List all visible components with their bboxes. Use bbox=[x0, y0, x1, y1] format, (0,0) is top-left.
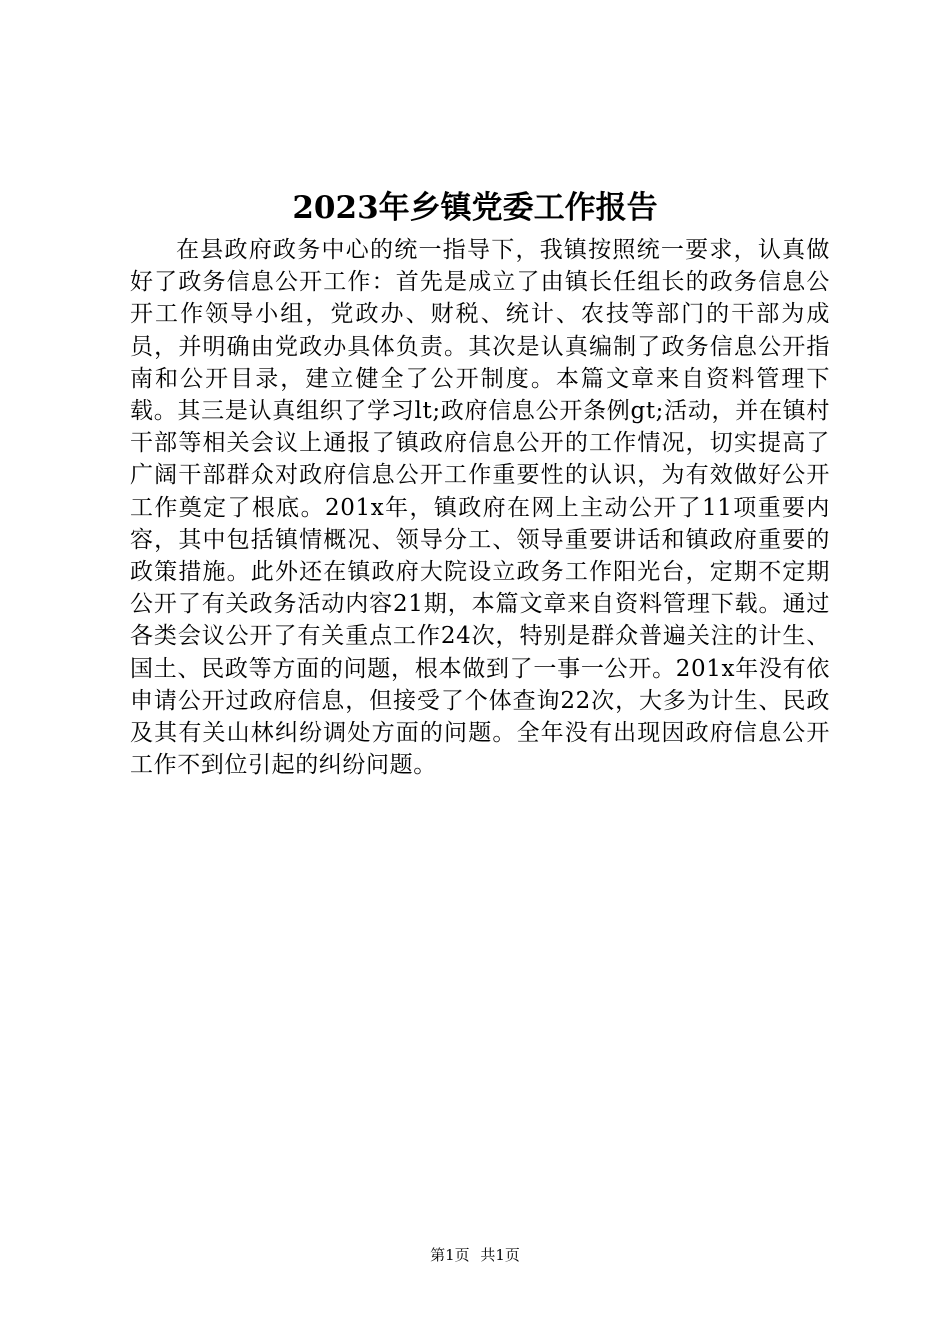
page-number-total: 共1页 bbox=[480, 1246, 520, 1264]
page-footer bbox=[0, 1244, 950, 1266]
document-title: 2023年乡镇党委工作报告 bbox=[292, 190, 658, 226]
page-number-current: 第1页 bbox=[430, 1246, 470, 1264]
body-paragraph: 在县政府政务中心的统一指导下，我镇按照统一要求，认真做好了政务信息公开工作：首先是成立了由镇长任组长的政务信息公开工作领导小组，党政办、财税、统计、农技等部门的干部为成员，并明确由党政办具体负责。其次是认真编制了政务信息公开指南和公开目录，建立健全了公开制度。本篇文章来自资料管理下载。其三是认真组织了学习lt;政府信息公开条例gt;活动，并在镇村干部等相关会议上通报了镇政府信息公开的工作情况，切实提高了广阔干部群众对政府信息公开工作重要性的认识，为有效做好公开工作奠定了根底。201x年，镇政府在网上主动公开了11项重要内容，其中包括镇情概况、领导分工、领导重要讲话和镇政府重要的政策措施。此外还在镇政府大院设立政务工作阳光台，定期不定期公开了有关政务活动内容21期，本篇文章来自资料管理下载。通过各类会议公开了有关重点工作24次，特别是群众普遍关注的计生、国土、民政等方面的问题，根本做到了一事一公开。201x年没有依申请公开过政府信息，但接受了个体查询22次，大多为计生、民政及其有关山林纠纷调处方面的问题。全年没有出现因政府信息公开工作不到位引起的纠纷问题。 bbox=[130, 237, 830, 779]
